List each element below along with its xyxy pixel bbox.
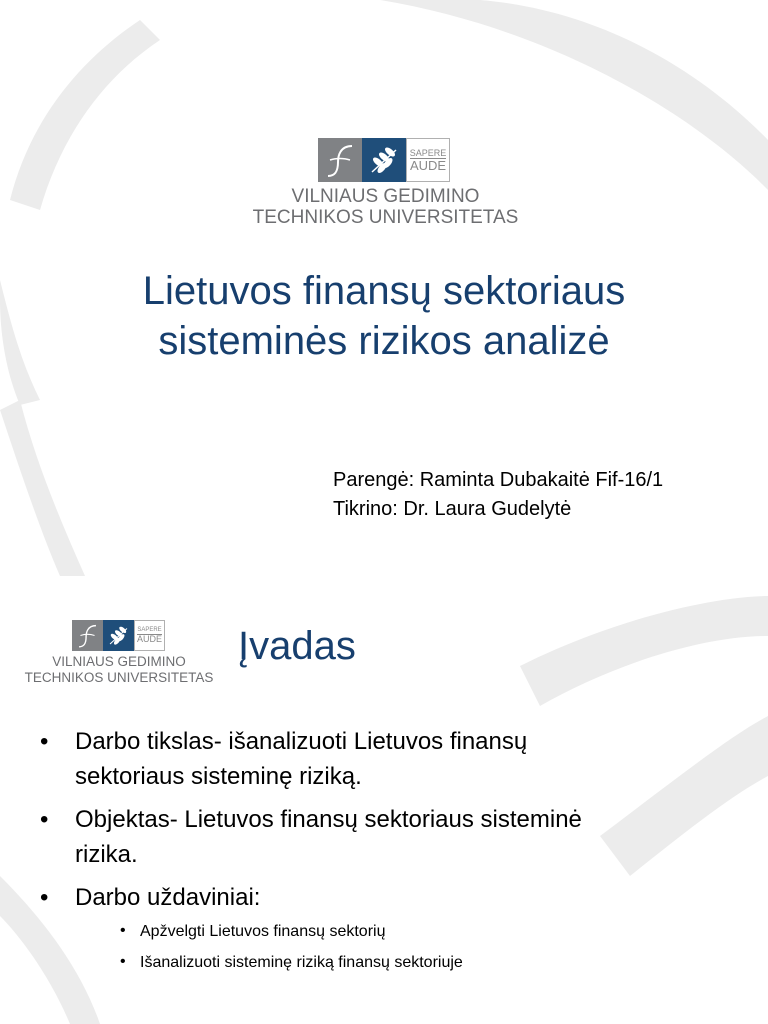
logo-blue-tile: [362, 138, 406, 182]
sub-bullet-text: Apžvelgti Lietuvos finansų sektorių: [140, 923, 386, 940]
title-line-1: Lietuvos finansų sektoriaus: [142, 269, 626, 313]
bullet-marker: •: [40, 884, 49, 911]
bullet-item: [40, 724, 740, 794]
title-line-2: sisteminės rizikos analizė: [158, 319, 610, 363]
bullet-item: [40, 880, 740, 974]
prepared-by-text: Parengė: Raminta Dubakaitė Fif-16/1: [333, 469, 664, 491]
logo-motto-tile: [134, 620, 165, 651]
checked-by-text: Tikrino: Dr. Laura Gudelytė: [333, 498, 572, 520]
bullet-marker: •: [40, 806, 49, 833]
logo-blue-tile: [103, 620, 134, 651]
sub-bullet-item: [120, 921, 740, 943]
laurel-branch-icon: [103, 620, 134, 651]
motto-bottom-text: AUDE: [409, 158, 447, 173]
script-letter-icon: [318, 138, 362, 182]
laurel-branch-icon: [362, 138, 406, 182]
sub-bullet-item: [120, 952, 740, 974]
motto-top-text: SAPERE: [137, 627, 162, 633]
sub-bullet-marker: •: [120, 953, 126, 970]
bullet-marker: •: [40, 728, 49, 755]
university-name-line1: VILNIAUS GEDIMINO: [291, 186, 480, 207]
author-info: [333, 466, 663, 524]
logo-gray-tile: [72, 620, 103, 651]
intro-slide: [0, 576, 768, 1024]
bullet-text-line2: sektoriaus sisteminę riziką.: [75, 763, 362, 790]
bullet-list: [40, 724, 740, 983]
motto-top-text: SAPERE: [409, 148, 447, 158]
logo-gray-tile: [318, 138, 362, 182]
presentation-title: [40, 266, 728, 366]
logo-tiles: [72, 620, 165, 651]
bullet-text-line1: Darbo tikslas- išanalizuoti Lietuvos finansų: [75, 728, 528, 755]
university-name-line2: TECHNIKOS UNIVERSITETAS: [252, 207, 519, 228]
section-heading: Įvadas: [238, 624, 356, 668]
motto-bottom-text: AUDE: [136, 634, 162, 644]
university-name-line2: TECHNIKOS UNIVERSITETAS: [24, 670, 214, 685]
bullet-text-line1: Darbo uždaviniai:: [75, 884, 261, 911]
university-name-line1: VILNIAUS GEDIMINO: [52, 654, 186, 669]
logo-tiles: [318, 138, 450, 182]
sub-bullet-marker: •: [120, 922, 126, 939]
sub-bullet-list: [120, 921, 740, 974]
script-letter-icon: [72, 620, 103, 651]
bullet-item: [40, 802, 740, 872]
logo-motto-tile: [406, 138, 450, 182]
university-logo: [248, 138, 523, 230]
bullet-text-line1: Objektas- Lietuvos finansų sektoriaus sisteminė: [75, 806, 582, 833]
bullet-text-line2: rizika.: [75, 841, 138, 868]
sub-bullet-text: Išanalizuoti sisteminę riziką finansų sektoriuje: [140, 954, 463, 971]
university-logo: [22, 620, 216, 684]
